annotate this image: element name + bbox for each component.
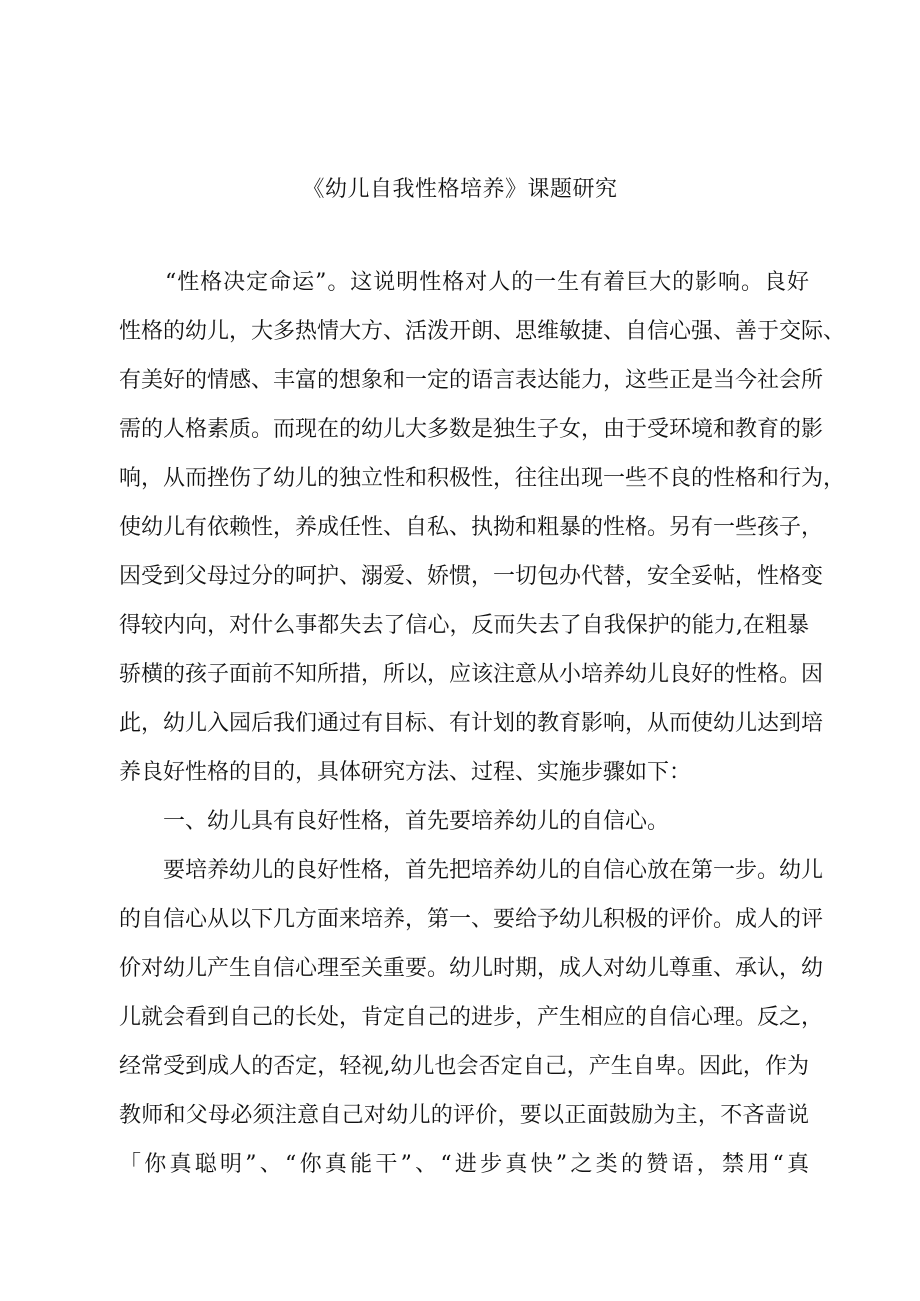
paragraph-line: 需的人格素质。而现在的幼儿大多数是独生子女，由于受环境和教育的影 xyxy=(119,417,824,442)
paragraph-line: 因受到父母过分的呵护、溺爱、娇惯，一切包办代替，安全妥帖，性格变 xyxy=(119,564,824,589)
paragraph-line: 教师和父母必须注意自己对幼儿的评价，要以正面鼓励为主，不吝啬说 xyxy=(119,1103,809,1128)
paragraph-line: 响，从而挫伤了幼儿的独立性和积极性，往往出现一些不良的性格和行为， xyxy=(119,466,846,491)
paragraph-line: 儿就会看到自己的长处，肯定自己的进步，产生相应的自信心理。反之， xyxy=(119,1005,824,1030)
paragraph-line: 的自信心从以下几方面来培养，第一、要给予幼儿积极的评价。成人的评 xyxy=(119,907,824,932)
paragraph-line: 「你真聪明”、“你真能干”、“进步真快”之类的赞语，禁用“真 xyxy=(119,1152,809,1177)
paragraph-line: 骄横的孩子面前不知所措，所以，应该注意从小培养幼儿良好的性格。因 xyxy=(119,662,824,687)
section-heading: 一、幼儿具有良好性格，首先要培养幼儿的自信心。 xyxy=(119,809,670,834)
paragraph-line: 价对幼儿产生自信心理至关重要。幼儿时期，成人对幼儿尊重、承认，幼 xyxy=(119,956,824,981)
paragraph-line: 使幼儿有依赖性，养成任性、自私、执拗和粗暴的性格。另有一些孩子， xyxy=(119,515,824,540)
paragraph-line: 经常受到成人的否定，轻视,幼儿也会否定自己，产生自卑。因此，作为 xyxy=(119,1054,809,1079)
paragraph-line: 要培养幼儿的良好性格，首先把培养幼儿的自信心放在第一步。幼儿 xyxy=(119,858,824,883)
paragraph-line: 此，幼儿入园后我们通过有目标、有计划的教育影响，从而使幼儿达到培 xyxy=(119,711,824,736)
paragraph-line: 有美好的情感、丰富的想象和一定的语言表达能力，这些正是当今社会所 xyxy=(119,368,824,393)
paragraph-line: 养良好性格的目的，具体研究方法、过程、实施步骤如下： xyxy=(119,760,692,785)
paragraph-line: 性格的幼儿，大多热情大方、活泼开朗、思维敏捷、自信心强、善于交际、 xyxy=(119,319,846,344)
document-title: 《幼儿自我性格培养》课题研究 xyxy=(302,177,618,202)
paragraph-line: “性格决定命运”。这说明性格对人的一生有着巨大的影响。良好 xyxy=(119,270,809,295)
paragraph-line: 得较内向，对什么事都失去了信心，反而失去了自我保护的能力,在粗暴 xyxy=(119,613,809,638)
